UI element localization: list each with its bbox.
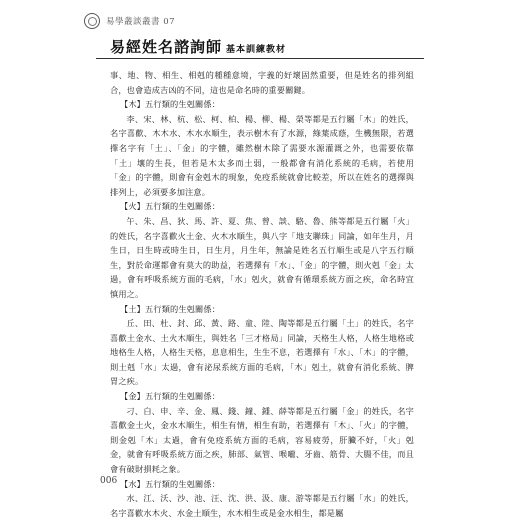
series-logo-icon — [84, 13, 100, 29]
section-heading: 【水】五行類的生剋關係： — [120, 478, 221, 489]
running-header — [84, 12, 444, 32]
paragraph: 水、江、沃、沙、池、汪、沈、洪、汲、康、游等都是五行屬「水」的姓氏，名字喜歡水木火、水金土順生，水木相生或是金水相生，都是屬 — [110, 493, 414, 518]
section-heading: 【火】五行類的生剋關係： — [120, 201, 221, 212]
paragraph: 午、朱、昌、狄、馬、許、夏、焦、曾、談、駱、魯、熊等都是五行屬「火」的姓氏，名字喜歡火土金、火木水順生，與八字「地支聯珠」同論，如年生月，月生日，日生時或時生日，日生月，月生年，無論是姓名五行順生或是八字五行順生，對於命運都會有莫大的助益，若選擇有「水」、「金」的字體，則火剋「金」太過，會有呼吸系統方面的毛病，「水」剋火，就會有循環系統方面之疾，命名時宜慎用之。 — [110, 215, 414, 299]
book-title-main: 易經姓名諮詢師 — [110, 38, 223, 56]
series-label: 易學叢談叢書 07 — [106, 17, 176, 27]
book-title-sub: 基本訓練教材 — [226, 45, 287, 55]
paragraph: 丘、田、杜、封、邱、黃、路、童、陸、陶等都是五行屬「土」的姓氏，名字喜歡土金水、土火木順生，與姓名「三才格局」同論，天格生人格，人格生地格或地格生人格，人格生天格，息息相生，生生不息，若選擇有「水」、「木」的字體，則土剋「水」太過，會有泌尿系統方面的毛病，「木」剋土，就會有消化系統、脾胃之疾。 — [110, 318, 414, 387]
header-rule — [96, 58, 424, 59]
paragraph: 李、宋、林、杭、松、柯、柏、楊、柳、楊、榮等都是五行屬「木」的姓氏，名字喜歡、木木水、木水水順生，表示樹木有了水源，綠葉成蔭，生機無限，若選擇名字有「土」、「金」的字體，雖然樹木除了需要水源灌溉之外，也需要依靠「土」壤的生長，但若是木太多而土弱，一般都會有消化系統的毛病，若使用「金」的字體，則會有金剋木的現象，免疫系統就會比較差，所以在姓名的選擇與排列上，必須要多加注意。 — [110, 113, 414, 197]
section-heading: 【木】五行類的生剋關係： — [120, 99, 221, 110]
paragraph: 刁、白、申、辛、金、鳳、錢、鐘、鍾、薛等都是五行屬「金」的姓氏，名字喜歡金土火，金水木順生，相生有情，相生有助，若選擇有「木」、「火」的字體，則金剋「木」太過，會有免疫系統方面的毛病，容易疲勞，肝臟不好，「火」剋金，就會有呼吸系統方面之疾，肺部、氣管、喉嚨、牙齒、筋骨、大腸不佳，而且會有破財損耗之象。 — [110, 405, 414, 475]
book-title — [110, 36, 410, 56]
paragraph: 事、地、物、相生、相剋的種種意境，字義的好壞固然重要，但是姓名的排列組合，也會造成吉凶的不同，這也是命名時的重要關鍵。 — [110, 70, 414, 95]
page-body — [110, 68, 414, 520]
section-heading: 【金】五行類的生剋關係： — [120, 391, 221, 402]
page-number: 006 — [100, 476, 118, 486]
section-heading: 【土】五行類的生剋關係： — [120, 303, 221, 314]
